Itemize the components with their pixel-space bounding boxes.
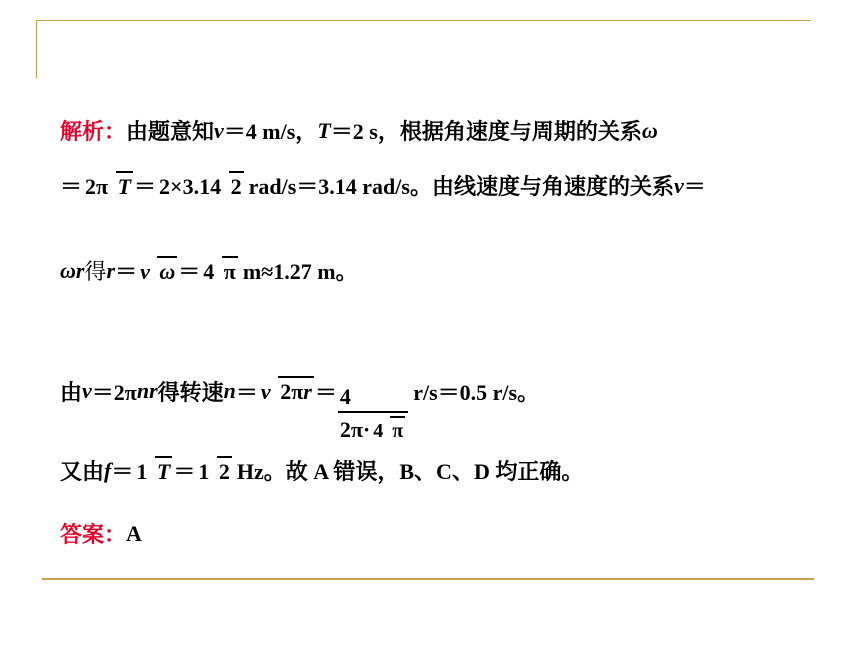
var-omega: ω <box>641 117 658 143</box>
analysis-label: 解析： <box>60 119 127 144</box>
text: 又由 <box>60 459 105 484</box>
fraction-v-over-2pir <box>259 376 314 406</box>
denominator: T <box>155 456 172 483</box>
numerator: 1 <box>136 458 148 484</box>
numerator: v <box>140 258 150 284</box>
den-part: 2π <box>280 379 304 404</box>
answer-value: A <box>126 520 142 546</box>
denominator: π <box>222 256 238 283</box>
denominator <box>278 376 314 403</box>
var-v: v <box>82 378 92 403</box>
var-r: r <box>106 257 116 283</box>
numerator: 4 <box>339 384 351 409</box>
equals: ＝ <box>111 459 134 484</box>
var-nr: nr <box>136 378 158 403</box>
den-part: r <box>303 379 312 404</box>
equals: ＝ <box>60 174 83 199</box>
equals: ＝ <box>115 259 138 284</box>
bottom-rule <box>42 578 814 580</box>
equals: ＝ <box>683 174 706 199</box>
text: m≈1.27 m。 <box>242 259 358 284</box>
text: ＝2π <box>91 379 137 405</box>
analysis-line-5 <box>60 455 583 486</box>
var-T: T <box>317 117 331 143</box>
fraction-2pi-over-T <box>83 171 133 201</box>
den-part: 2π· <box>339 417 371 442</box>
numerator: 1 <box>198 458 210 484</box>
equals: ＝ <box>235 379 258 405</box>
denominator: π <box>390 416 405 441</box>
var-omega-r: ωr <box>60 257 85 283</box>
text: ＝4 m/s， <box>223 119 318 144</box>
equals: ＝ <box>134 174 157 199</box>
fraction-4-over-pi <box>201 256 238 286</box>
text: rad/s＝3.14 rad/s。由线速度与角速度的关系 <box>248 174 674 199</box>
analysis-line-1 <box>60 115 658 146</box>
equals: ＝ <box>314 379 337 405</box>
numerator: 4 <box>203 258 215 284</box>
analysis-line-3 <box>60 255 358 286</box>
var-v: v <box>214 117 224 143</box>
numerator: 2π <box>85 173 109 199</box>
equals: ＝ <box>173 459 196 484</box>
var-n: n <box>223 378 236 403</box>
answer-label: 答案： <box>60 522 127 547</box>
fraction-1-over-T <box>134 456 172 486</box>
analysis-line-4 <box>60 338 539 444</box>
fraction-v-over-omega <box>138 256 177 286</box>
left-rule <box>36 20 37 78</box>
numerator: v <box>260 379 271 404</box>
var-v: v <box>673 172 684 198</box>
text: r/s＝0.5 r/s。 <box>413 379 540 405</box>
fraction-nested <box>338 386 408 444</box>
fraction-value <box>157 171 244 201</box>
denominator <box>338 411 408 444</box>
var-f: f <box>104 457 112 483</box>
text: 由 <box>60 379 83 405</box>
denominator: 2 <box>217 456 232 483</box>
equals: ＝ <box>178 259 201 284</box>
numerator: 4 <box>373 420 384 442</box>
inner-fraction <box>371 416 405 444</box>
denominator: ω <box>157 256 177 283</box>
text: ＝2 s，根据角速度与周期的关系 <box>330 119 642 144</box>
denominator: 2 <box>229 171 244 198</box>
top-rule <box>36 20 811 21</box>
denominator: T <box>116 171 133 198</box>
fraction-1-over-2 <box>196 456 232 486</box>
text: Hz。故 A 错误，B、C、D 均正确。 <box>236 459 584 484</box>
text: 得 <box>84 259 107 284</box>
analysis-line-2 <box>60 170 706 201</box>
answer-line <box>60 518 142 549</box>
text: 由题意知 <box>126 119 215 144</box>
text: 得转速 <box>157 379 224 405</box>
numerator: 2×3.14 <box>159 173 222 199</box>
